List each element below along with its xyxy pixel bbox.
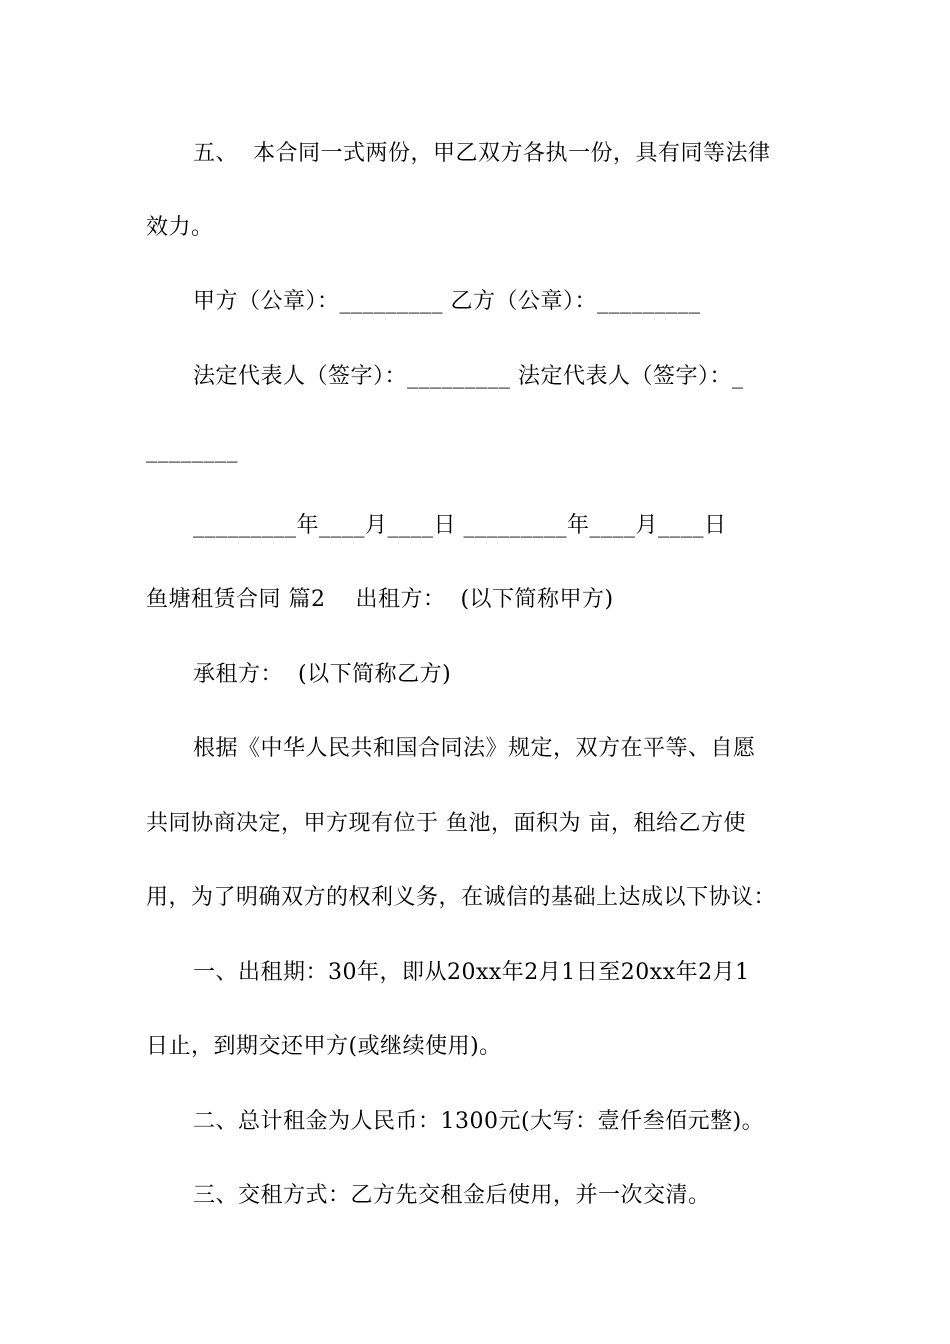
clause-one-line-1: 一、出租期：30年，即从20xx年2月1日至20xx年2月1 <box>193 960 750 985</box>
date-line: _________年____月____日 _________年____月____日 <box>193 513 727 538</box>
clause-five-line-1: 五、 本合同一式两份，甲乙双方各执一份，具有同等法律 <box>193 141 771 166</box>
clause-one-line-2: 日止，到期交还甲方(或继续使用)。 <box>146 1034 502 1059</box>
lessee-line: 承租方： (以下简称乙方) <box>193 662 452 687</box>
legal-rep-signature-continuation: ________ <box>146 438 238 463</box>
preamble-line-2: 共同协商决定，甲方现有位于 鱼池，面积为 亩，租给乙方使 <box>146 811 746 836</box>
preamble-line-3: 用，为了明确双方的权利义务，在诚信的基础上达成以下协议： <box>146 885 777 910</box>
preamble-line-1: 根据《中华人民共和国合同法》规定，双方在平等、自愿 <box>193 736 756 761</box>
party-seal-line: 甲方（公章）：_________ 乙方（公章）：_________ <box>193 289 701 314</box>
clause-two-line: 二、总计租金为人民币：1300元(大写：壹仟叁佰元整)。 <box>193 1109 765 1134</box>
contract-2-heading: 鱼塘租赁合同 篇2 出租方： (以下简称甲方) <box>146 587 614 612</box>
clause-three-line: 三、交租方式：乙方先交租金后使用，并一次交清。 <box>193 1183 711 1208</box>
clause-five-line-2: 效力。 <box>146 215 214 240</box>
legal-rep-signature-line: 法定代表人（签字）：_________ 法定代表人（签字）：_ <box>193 364 744 389</box>
